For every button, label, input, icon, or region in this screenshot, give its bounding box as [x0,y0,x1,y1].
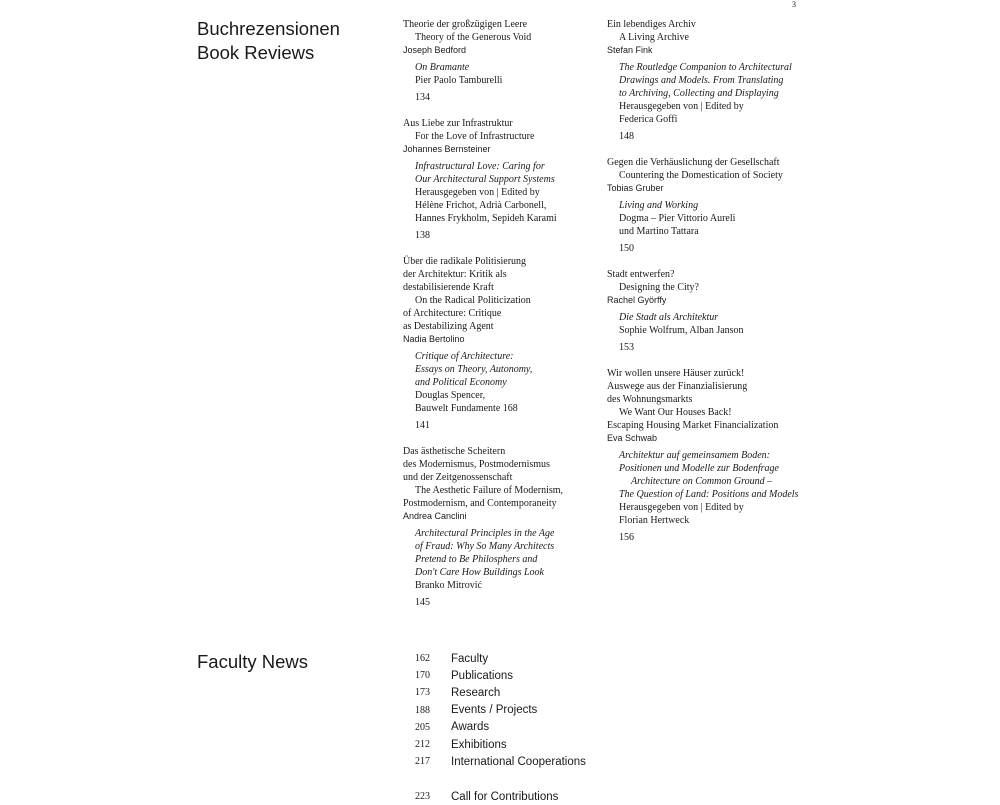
faculty-news-item[interactable] [403,667,586,684]
reviewed-book-line: und Martino Tattara [619,226,699,237]
faculty-news-item[interactable] [403,684,586,701]
reviewed-book-line: Living and Working [619,200,699,211]
review-entry[interactable] [607,367,817,544]
faculty-news-page: 170 [415,670,430,682]
reviewed-book-line: Federica Goffi [619,114,678,125]
reviewed-book-line: to Archiving, Collecting and Displaying [619,88,779,99]
review-title-line: Escaping Housing Market Financialization [607,420,779,431]
reviewed-book-line: Florian Hertweck [619,515,690,526]
faculty-news-item[interactable] [403,736,586,753]
review-title-line: Gegen die Verhäuslichung der Gesellschaft [607,157,780,168]
reviewed-book [403,61,609,87]
reviewed-book-line: Herausgegeben von | Edited by [415,187,540,198]
review-author: Andrea Canclini [403,511,467,521]
review-title-line: und der Zeitgenossenschaft [403,472,513,483]
faculty-news-title: Faculty News [197,651,309,672]
review-title-line: des Modernismus, Postmodernismus [403,459,550,470]
reviewed-book [403,350,609,415]
review-page-number: 156 [619,532,634,543]
reviewed-book-line: Die Stadt als Architektur [619,312,719,323]
review-author: Tobias Gruber [607,183,664,193]
reviewed-book-line: Hannes Frykholm, Sepideh Karami [415,213,557,224]
review-entry[interactable] [607,18,817,143]
review-page-number: 138 [415,230,430,241]
reviewed-book-line: Our Architectural Support Systems [415,174,555,185]
faculty-news-page: 205 [415,721,430,733]
reviewed-book [403,527,609,592]
faculty-news-page: 217 [415,756,430,768]
review-title-line: Theory of the Generous Void [415,32,532,43]
review-title-line: On the Radical Politicization [415,295,531,306]
review-title-line: Postmodernism, and Contemporaneity [403,498,557,509]
reviewed-book-line: Hélène Frichot, Adrià Carbonell, [415,200,547,211]
call-for-contributions-page: 223 [415,791,430,802]
reviewed-book-line: Pier Paolo Tamburelli [415,75,503,86]
call-for-contributions-label: Call for Contributions [451,790,559,803]
reviewed-book-line: Essays on Theory, Autonomy, [415,364,533,375]
faculty-news-item[interactable] [403,650,586,667]
reviewed-book-line: Architecture on Common Ground – [631,476,773,487]
review-title-line: Countering the Domestication of Society [619,170,783,181]
reviews-column-right [607,18,817,557]
faculty-news-label: Events / Projects [451,704,538,717]
review-page-number: 141 [415,420,430,431]
reviewed-book-line: On Bramante [415,62,470,73]
reviewed-book [607,449,817,527]
review-title-line: Aus Liebe zur Infrastruktur [403,118,513,129]
page-number: 3 [792,0,796,9]
faculty-news-label: Exhibitions [451,738,507,751]
reviewed-book [403,160,609,225]
review-entry[interactable] [403,255,609,432]
review-title-line: Stadt entwerfen? [607,269,675,280]
review-page-number: 134 [415,92,430,103]
faculty-news-item[interactable] [403,702,586,719]
review-title-line: Designing the City? [619,282,699,293]
reviewed-book-line: Critique of Architecture: [415,351,514,362]
review-author: Stefan Fink [607,45,653,55]
reviewed-book-line: Dogma – Pier Vittorio Aureli [619,213,736,224]
reviewed-book-line: Don't Care How Buildings Look [415,567,544,578]
faculty-news-label: Research [451,686,501,699]
reviewed-book-line: Architektur auf gemeinsamem Boden: [619,450,770,461]
faculty-news-label: Publications [451,669,514,682]
review-title-line: Wir wollen unsere Häuser zurück! [607,368,745,379]
reviewed-book [607,311,817,337]
reviewed-book-line: The Routledge Companion to Architectural [619,62,792,73]
reviewed-book-line: Architectural Principles in the Age [415,528,555,539]
reviews-column-left [403,18,609,622]
reviewed-book-line: Drawings and Models. From Translating [619,75,784,86]
review-author: Johannes Bernsteiner [403,144,491,154]
review-entry[interactable] [403,445,609,609]
faculty-news-page: 188 [415,704,430,716]
review-title-line: Über die radikale Politisierung [403,256,527,267]
reviewed-book-line: Herausgegeben von | Edited by [619,502,744,513]
reviewed-book-line: Sophie Wolfrum, Alban Janson [619,325,744,336]
faculty-news-page: 212 [415,739,430,751]
faculty-news-list [403,650,586,770]
book-reviews-title-de: Buchrezensionen [197,18,340,39]
faculty-news-item[interactable] [403,753,586,770]
reviewed-book-line: Douglas Spencer, [415,390,486,401]
review-author: Rachel Györffy [607,295,667,305]
review-author: Eva Schwab [607,433,658,443]
reviewed-book-line: Bauwelt Fundamente 168 [415,403,518,414]
review-title-line: Das ästhetische Scheitern [403,446,506,457]
review-author: Joseph Bedford [403,45,467,55]
review-title-line: destabilisierende Kraft [403,282,494,293]
faculty-news-label: Awards [451,721,490,734]
reviewed-book-line: and Political Economy [415,377,507,388]
review-page-number: 148 [619,131,634,142]
review-entry[interactable] [403,117,609,242]
review-entry[interactable] [607,268,817,354]
faculty-news-item[interactable] [403,719,586,736]
reviewed-book-line: Pretend to Be Philosphers and [415,554,538,565]
faculty-news-page: 162 [415,653,430,665]
faculty-news-page: 173 [415,687,430,699]
review-title-line: des Wohnungsmarkts [607,394,693,405]
reviewed-book-line: Positionen und Modelle zur Bodenfrage [619,463,779,474]
reviewed-book-line: Branko Mitrović [415,580,482,591]
review-title-line: der Architektur: Kritik als [403,269,507,280]
reviewed-book [607,199,817,238]
reviewed-book [607,61,817,126]
review-title-line: A Living Archive [619,32,689,43]
book-reviews-title-en: Book Reviews [197,41,315,63]
review-title-line: The Aesthetic Failure of Modernism, [415,485,564,496]
reviewed-book-line: of Fraud: Why So Many Architects [415,541,555,552]
review-author: Nadia Bertolino [403,334,465,344]
review-title-line: Ein lebendiges Archiv [607,19,696,30]
faculty-news-label: Faculty [451,652,489,665]
call-for-contributions-entry[interactable] [403,788,558,805]
reviewed-book-line: The Question of Land: Positions and Models [619,489,799,500]
review-entry[interactable] [607,156,817,255]
review-title-line: Theorie der großzügigen Leere [403,19,528,30]
faculty-news-label: International Cooperations [451,755,586,768]
review-title-line: of Architecture: Critique [403,308,502,319]
review-title-line: Auswege aus der Finanzialisierung [607,381,748,392]
reviewed-book-line: Infrastructural Love: Caring for [415,161,545,172]
book-reviews-heading [197,17,340,64]
review-title-line: as Destabilizing Agent [403,321,494,332]
faculty-news-heading [197,650,308,674]
review-page-number: 150 [619,243,634,254]
review-page-number: 153 [619,342,634,353]
reviewed-book-line: Herausgegeben von | Edited by [619,101,744,112]
review-title-line: For the Love of Infrastructure [415,131,535,142]
review-entry[interactable] [403,18,609,104]
review-page-number: 145 [415,597,430,608]
review-title-line: We Want Our Houses Back! [619,407,732,418]
